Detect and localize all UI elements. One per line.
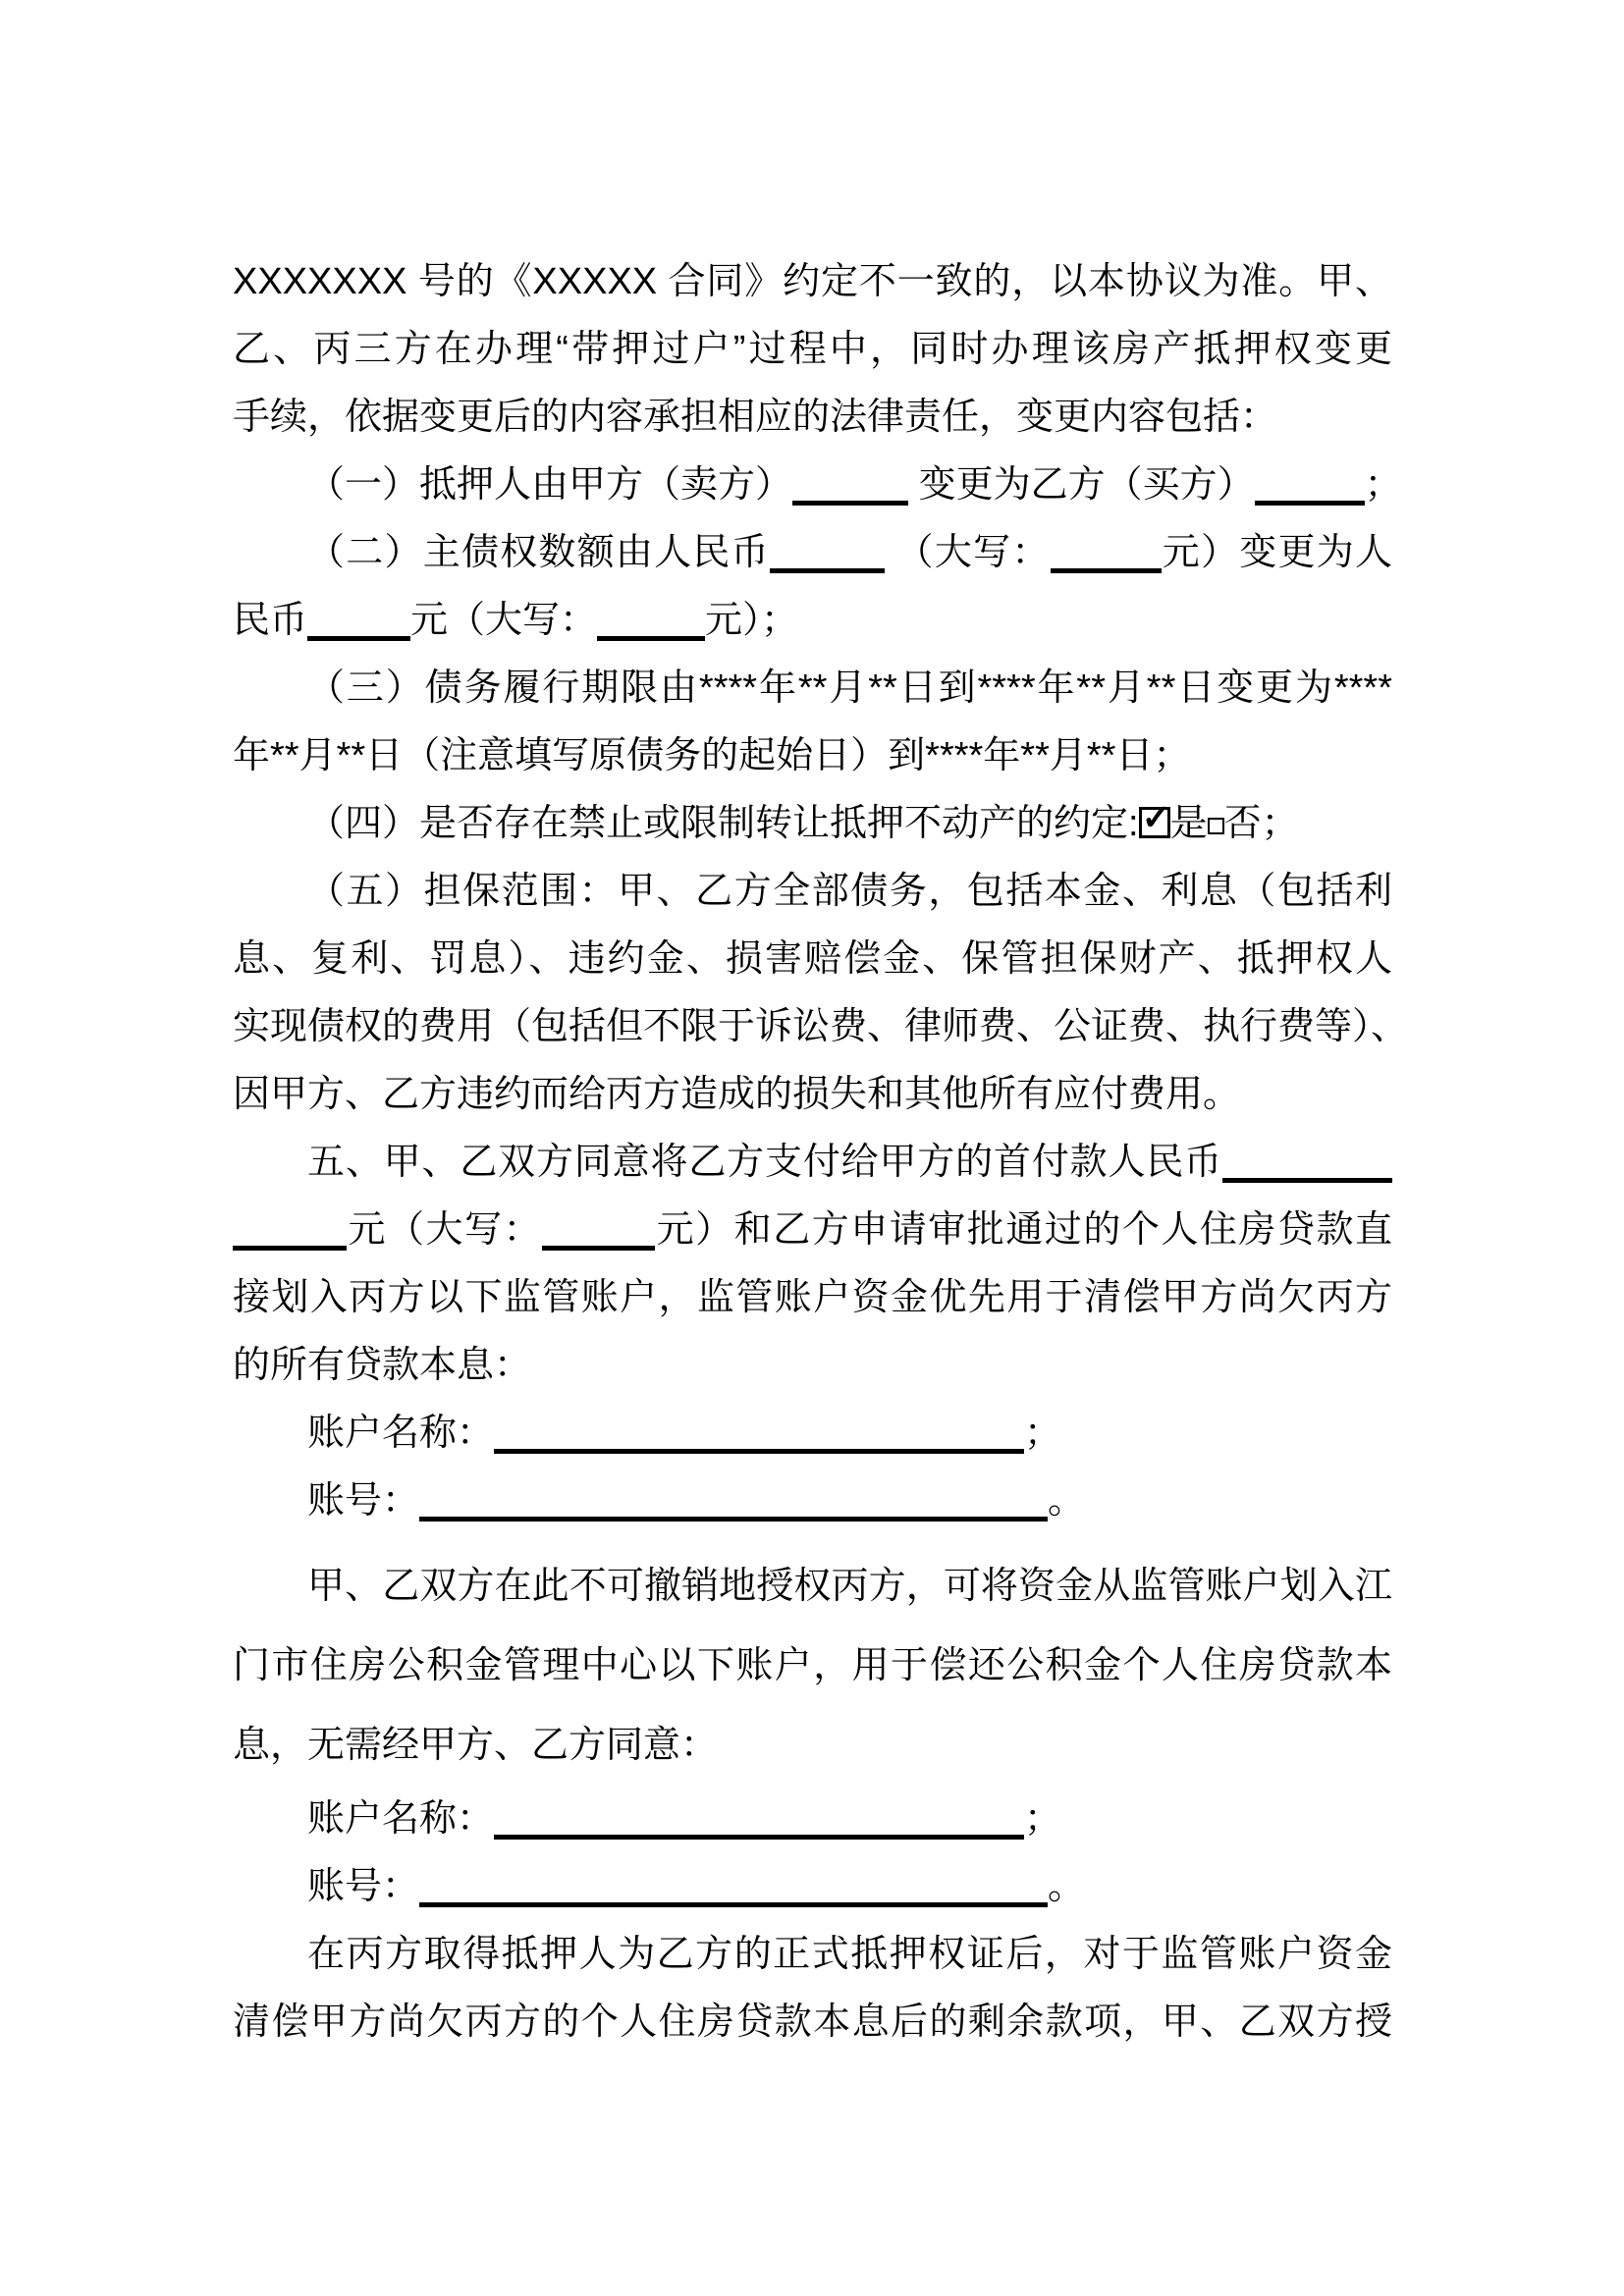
- text-run: 息、复利、罚息）、违约金、损害赔偿金、保管担保财产、抵押权人: [233, 938, 1392, 980]
- item-1-mortgagor-change: [233, 452, 1402, 519]
- document-line: [233, 1129, 1392, 1197]
- blank-underline: [542, 1216, 655, 1251]
- document-line: [233, 452, 1402, 519]
- text-run: （二）主债权数额由人民币: [307, 532, 770, 573]
- item-4-transfer-restriction: [233, 790, 1392, 858]
- supervision-account-name-line: [233, 1400, 1392, 1468]
- document-line: [233, 1853, 1392, 1921]
- provident-fund-account-name-line: [233, 1786, 1392, 1853]
- text-run: 否；: [1223, 803, 1299, 844]
- document-line: [233, 1627, 1392, 1706]
- text-run: （三）债务履行期限由****年**月**日到****年**月**日变更为****: [307, 667, 1392, 709]
- text-run: 账号：: [307, 1480, 420, 1522]
- text-run: （大写：: [884, 532, 1051, 573]
- text-run: 甲、乙双方在此不可撤销地授权丙方，可将资金从监管账户划入江: [307, 1566, 1392, 1607]
- document-line: [233, 1989, 1392, 2056]
- text-run: 五、甲、乙双方同意将乙方支付给甲方的首付款人民币: [307, 1142, 1222, 1183]
- text-run: （四）是否存在禁止或限制转让抵押不动产的约定:: [307, 803, 1139, 844]
- text-run: 。: [1048, 1480, 1086, 1522]
- document-line: [233, 993, 1409, 1061]
- document-line: [233, 1921, 1392, 1989]
- document-line: [233, 1197, 1392, 1264]
- clause-intro-continuation: [233, 248, 1392, 452]
- document-line: [233, 926, 1392, 993]
- text-run: 元）变更为人: [1161, 532, 1392, 573]
- document-line: [233, 655, 1392, 722]
- text-run: ；: [1024, 1798, 1062, 1840]
- blank-underline: [792, 471, 908, 506]
- text-run: （五）担保范围：甲、乙方全部债务，包括本金、利息（包括利: [307, 871, 1392, 912]
- blank-underline: [419, 1487, 1048, 1522]
- text-run: ；: [1364, 464, 1402, 506]
- text-run: 清偿甲方尚欠丙方的个人住房贷款本息后的剩余款项，甲、乙双方授: [233, 2002, 1392, 2043]
- blank-underline: [494, 1805, 1024, 1840]
- document-line: [233, 858, 1392, 926]
- text-run: 乙、丙三方在办理“带押过户”过程中，同时办理该房产抵押权变更: [233, 329, 1392, 370]
- document-line: [233, 1332, 1392, 1400]
- text-run: 实现债权的费用（包括但不限于诉讼费、律师费、公证费、执行费等）、: [233, 1006, 1409, 1047]
- document-line: [233, 248, 1392, 316]
- text-run: 民币: [233, 600, 308, 641]
- document-line: [233, 316, 1392, 384]
- blank-underline: [770, 539, 885, 573]
- provident-fund-account-number-line: [233, 1853, 1392, 1921]
- clause-5-down-payment: [233, 1129, 1392, 1400]
- document-line: [233, 1468, 1392, 1535]
- text-run: 在丙方取得抵押人为乙方的正式抵押权证后，对于监管账户资金: [307, 1934, 1392, 1975]
- blank-underline: [1051, 539, 1162, 573]
- text-run: （一）抵押人由甲方（卖方）: [307, 464, 793, 506]
- contract-body: [233, 248, 1409, 2056]
- blank-underline: [1255, 471, 1365, 506]
- text-run: 手续，依据变更后的内容承担相应的法律责任，变更内容包括：: [233, 397, 1278, 438]
- text-run: 元（大写：: [347, 1209, 543, 1251]
- blank-underline: [597, 607, 705, 641]
- text-run: 账户名称：: [307, 1798, 495, 1840]
- item-3-debt-term-change: [233, 655, 1392, 790]
- text-run: 是: [1169, 803, 1208, 844]
- document-line: [233, 1061, 1392, 1129]
- supervision-account-number-line: [233, 1468, 1392, 1535]
- document-line: [233, 1706, 1392, 1786]
- document-line: [233, 1264, 1392, 1332]
- text-run: 元（大写：: [410, 600, 598, 641]
- text-run: ；: [1024, 1413, 1062, 1454]
- text-run: 息，无需经甲方、乙方同意：: [233, 1725, 719, 1766]
- text-run: XXXXXXX 号的《XXXXX 合同》约定不一致的，以本协议为准。甲、: [233, 261, 1392, 302]
- blank-underline: [233, 1216, 347, 1251]
- text-run: 因甲方、乙方违约而给丙方造成的损失和其他所有应付费用。: [233, 1074, 1241, 1115]
- document-line: [233, 587, 1392, 655]
- checkbox-empty-icon: [1208, 818, 1224, 834]
- provident-fund-authorization: [233, 1547, 1392, 1786]
- text-run: 年**月**日（注意填写原债务的起始日）到****年**月**日；: [233, 735, 1191, 776]
- check-mark: ✓: [1141, 797, 1171, 837]
- blank-underline: [307, 607, 410, 641]
- text-run: 。: [1048, 1866, 1086, 1907]
- checkbox-checked-icon: [1139, 797, 1171, 838]
- blank-underline: [494, 1419, 1024, 1454]
- text-run: 元）和乙方申请审批通过的个人住房贷款直: [655, 1209, 1392, 1251]
- document-line: [233, 1400, 1392, 1468]
- text-run: 门市住房公积金管理中心以下账户，用于偿还公积金个人住房贷款本: [233, 1645, 1392, 1686]
- document-line: [233, 722, 1392, 790]
- item-2-principal-amount-change: [233, 519, 1392, 655]
- text-run: 变更为乙方（买方）: [908, 464, 1255, 506]
- blank-underline: [1222, 1148, 1392, 1183]
- document-line: [233, 790, 1392, 858]
- document-line: [233, 1547, 1392, 1627]
- document-line: [233, 519, 1392, 587]
- item-5-guarantee-scope: [233, 858, 1409, 1129]
- text-run: 的所有贷款本息：: [233, 1345, 532, 1386]
- document-line: [233, 384, 1392, 452]
- text-run: 元）；: [705, 600, 799, 641]
- document-line: [233, 1786, 1392, 1853]
- blank-underline: [419, 1873, 1048, 1907]
- text-run: 账户名称：: [307, 1413, 495, 1454]
- text-run: 接划入丙方以下监管账户，监管账户资金优先用于清偿甲方尚欠丙方: [233, 1277, 1392, 1318]
- text-run: 账号：: [307, 1866, 420, 1907]
- remaining-funds-clause: [233, 1921, 1392, 2056]
